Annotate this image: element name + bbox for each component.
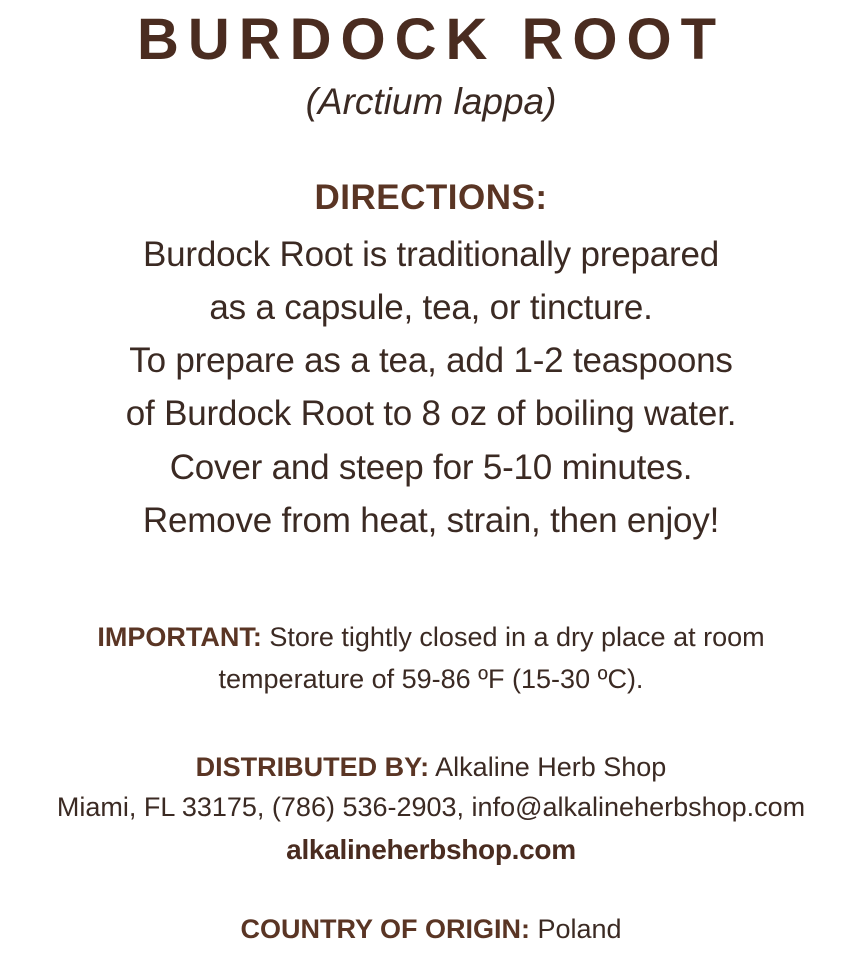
distributor-info [57,747,805,828]
distributed-by-label: DISTRIBUTED BY: [195,751,430,782]
distributor-address: Miami, FL 33175, (786) 536-2903, info@alkalineherbshop.com [56,792,806,823]
important-label: IMPORTANT: [97,622,262,653]
storage-line-2: temperature of 59-86 ºF (15-30 ºC). [218,663,644,694]
distributor-company: Alkaline Herb Shop [429,751,667,782]
website-url[interactable]: alkalineherbshop.com [286,833,576,865]
page-title: BURDOCK ROOT [136,7,726,72]
storage-line-1 [97,617,764,659]
country-of-origin [240,914,621,945]
directions-line: of Burdock Root to 8 oz of boiling water. [125,394,737,434]
directions-line: as a capsule, tea, or tincture. [209,288,653,328]
directions-line: Burdock Root is traditionally prepared [142,234,720,274]
country-of-origin-value: Poland [529,913,622,944]
directions-heading: DIRECTIONS: [314,177,548,217]
storage-instructions [97,617,764,701]
country-of-origin-label: COUNTRY OF ORIGIN: [240,913,530,944]
storage-text-1: Store tightly closed in a dry place at room [261,622,765,653]
directions-line: Remove from heat, strain, then enjoy! [142,500,720,540]
directions-line: Cover and steep for 5-10 minutes. [169,447,693,487]
distributor-line [57,747,805,788]
latin-botanical-name: (Arctium lappa) [305,80,557,122]
directions-line: To prepare as a tea, add 1-2 teaspoons [129,341,733,381]
directions-body [126,228,737,547]
